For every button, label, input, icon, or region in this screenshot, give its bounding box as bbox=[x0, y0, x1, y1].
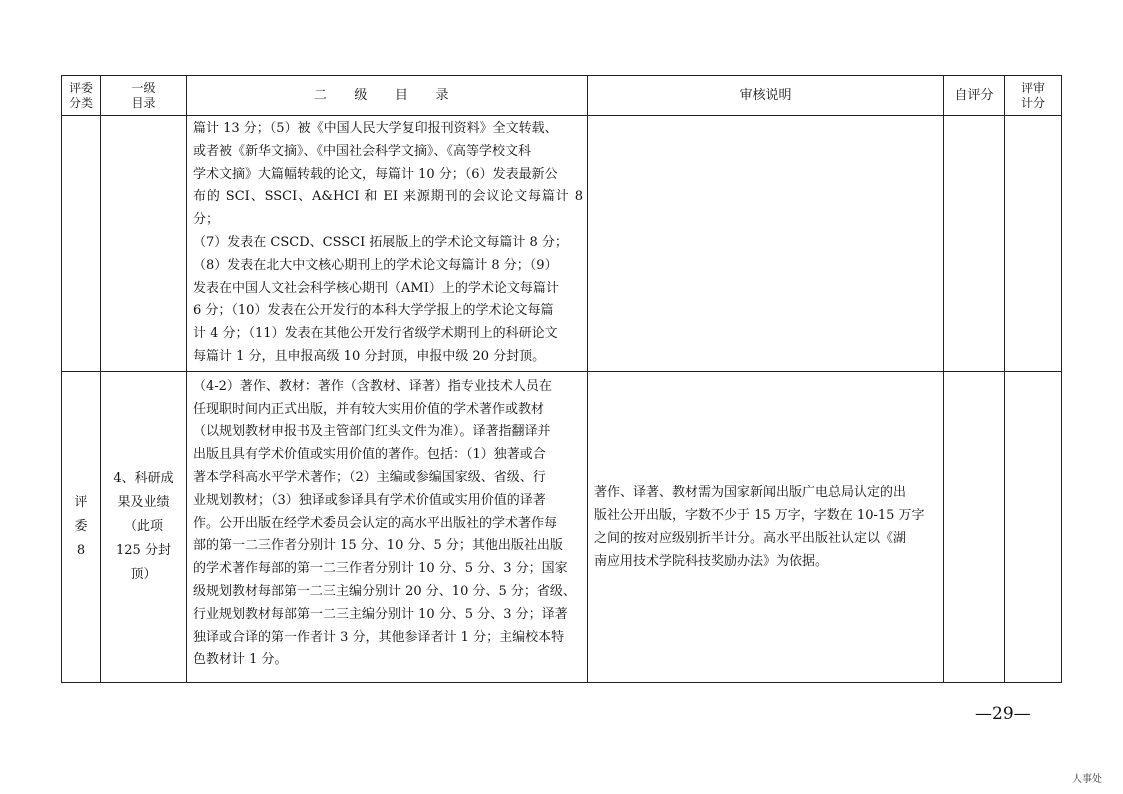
row2-category: 评 委 8 bbox=[74, 494, 88, 558]
header-category bbox=[62, 76, 101, 116]
header-review-score bbox=[1005, 76, 1062, 116]
header-review-note bbox=[588, 76, 944, 116]
page-number: —29— bbox=[975, 704, 1031, 724]
header-self-score bbox=[944, 76, 1005, 116]
row2-review-score bbox=[1005, 371, 1062, 682]
row1-level1-cell bbox=[101, 116, 187, 372]
row2-level1: 4、科研成 果及业绩 （此项 125 分封 顶） bbox=[113, 470, 174, 582]
row2-self-score bbox=[944, 371, 1005, 682]
table-row bbox=[62, 116, 1062, 372]
table-row bbox=[62, 371, 1062, 682]
row1-review-score bbox=[1005, 116, 1062, 372]
row2-level1-cell bbox=[101, 371, 187, 682]
row1-self-score bbox=[944, 116, 1005, 372]
row1-review-note bbox=[588, 116, 944, 372]
department-stamp: 人事处 bbox=[1072, 774, 1102, 785]
row1-category-cell bbox=[62, 116, 101, 372]
header-self-score-text: 自评分 bbox=[954, 88, 994, 103]
row2-review-note: 著作、译著、教材需为国家新闻出版广电总局认定的出 版社公开出版，字数不少于 15 万字，字数在 10-15 万字 之间的按对应级别折半计分。高水平出版社认定以《湖 南应用技术学院科技奖励办法》为依据。 bbox=[588, 371, 944, 682]
row1-level2: 篇计 13 分；（5）被《中国人民大学复印报刊资料》全文转载、 或者被《新华文摘》、《中国社会科学文摘》、《高等学校文科 学术文摘》大篇幅转载的论文，每篇计 10 分；（6）发表最新公 布的 SCI、SSCI、A&HCI 和 EI 来源期刊的会议论文每篇计 8 分； （7）发表在 CSCD、CSSCI 拓展版上的学术论文每篇计 8 分； （8）发表在北大中文核心期刊上的学术论文每篇计 8 分；（9） 发表在中国人文社会科学核心期刊（AMI）上的学术论文每篇计 6 分；（10）发表在公开发行的本科大学学报上的学术论文每篇 计 4 分；（11）发表在其他公开发行省级学术期刊上的科研论文 每篇计 1 分，且申报高级 10 分封顶，申报中级 20 分封顶。 bbox=[187, 116, 588, 372]
header-level2 bbox=[187, 76, 588, 116]
header-review-score-text: 评审 计分 bbox=[1020, 80, 1045, 110]
header-level1 bbox=[101, 76, 187, 116]
header-category-text: 评委 分类 bbox=[68, 80, 93, 110]
row2-category-cell bbox=[62, 371, 101, 682]
evaluation-table bbox=[61, 75, 1062, 683]
header-level2-text: 二 级 目 录 bbox=[313, 88, 461, 103]
table-header-row bbox=[62, 76, 1062, 116]
row2-level2: （4-2）著作、教材：著作（含教材、译著）指专业技术人员在 任现职时间内正式出版，并有较大实用价值的学术著作或教材 （以规划教材申报书及主管部门红头文件为准）。译著指翻译并 出版且具有学术价值或实用价值的著作。包括：（1）独著或合 著本学科高水平学术著作；（2）主编或参编国家级、省级、行 业规划教材；（3）独译或参译具有学术价值或实用价值的译著 作。公开出版在经学术委员会认定的高水平出版社的学术著作每 部的第一二三作者分别计 15 分、10 分、5 分；其他出版社出版 的学术著作每部的第一二三作者分别计 10 分、5 分、3 分；国家 级规划教材每部第一二三主编分别计 20 分、10 分、5 分；省级、 行业规划教材每部第一二三主编分别计 10 分、5 分、3 分；译著 独译或合译的第一作者计 3 分，其他参译者计 1 分；主编校本特 色教材计 1 分。 bbox=[187, 371, 588, 682]
header-level1-text: 一级 目录 bbox=[131, 80, 156, 110]
header-review-note-text: 审核说明 bbox=[739, 88, 792, 103]
